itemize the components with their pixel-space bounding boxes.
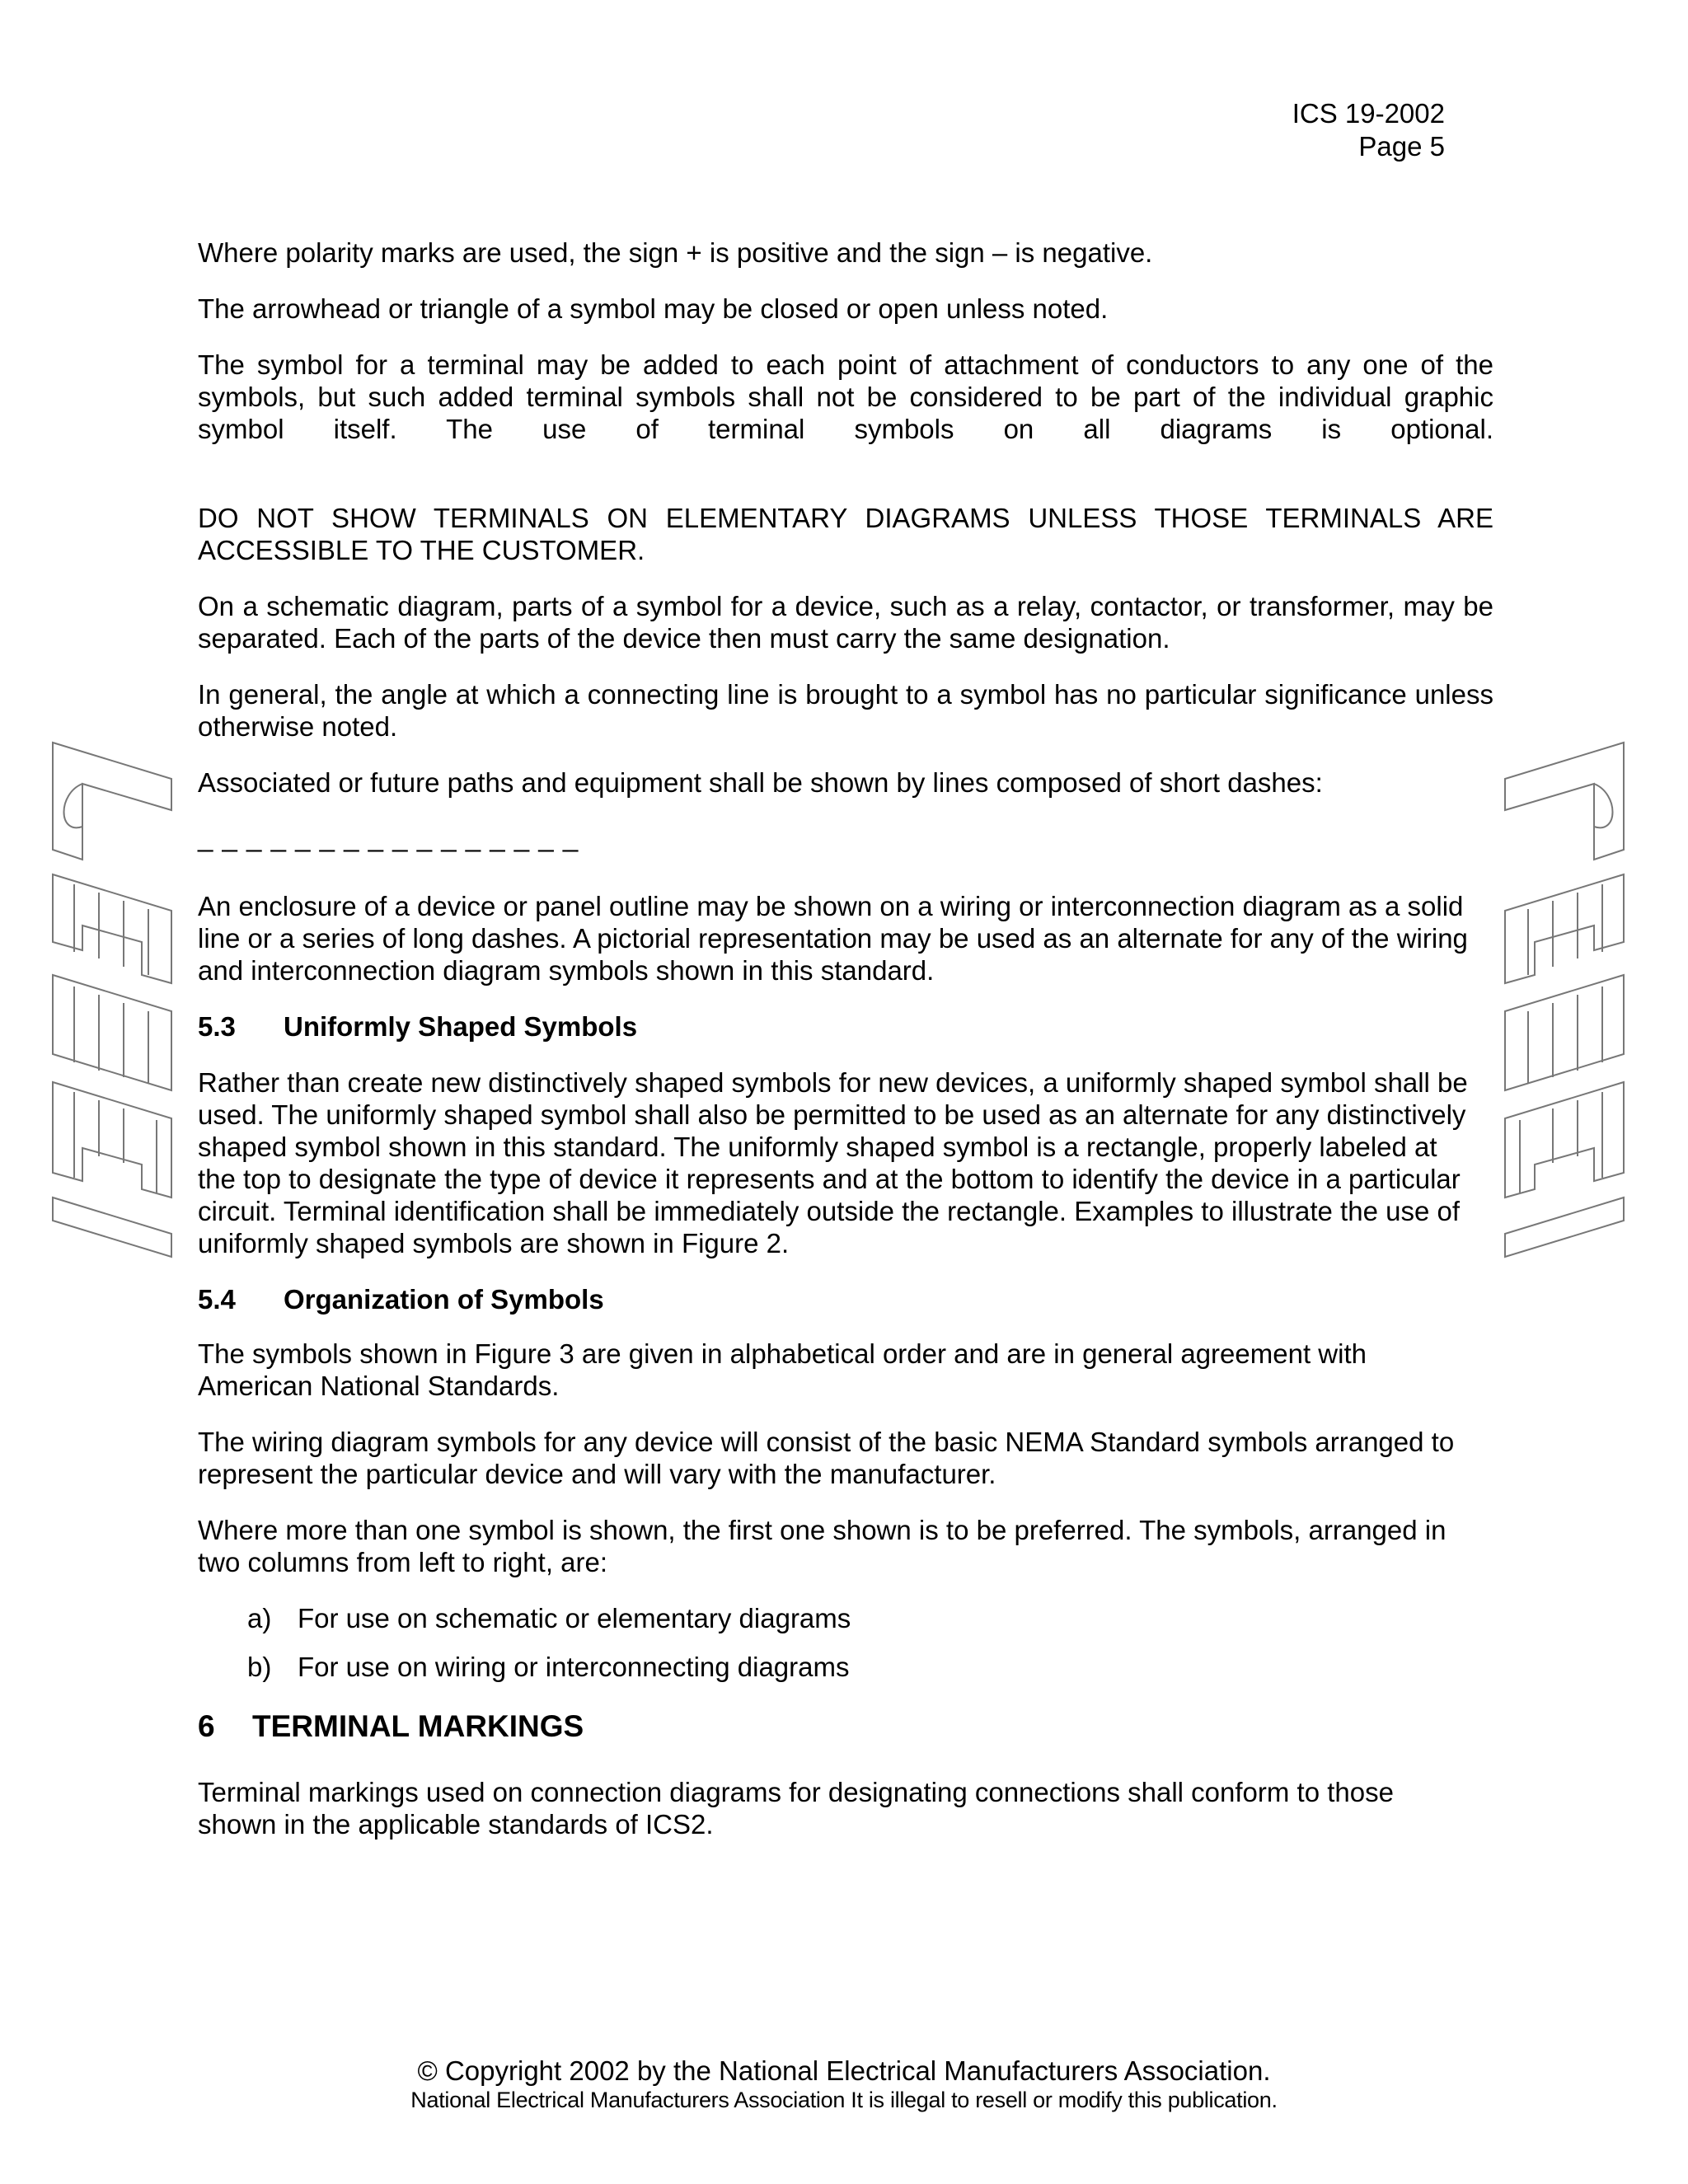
page-number: Page 5 [1358,131,1445,162]
nema-logo-right-watermark [1502,736,1627,1259]
page-body [198,237,1493,1840]
list-item-text: For use on schematic or elementary diagrams [298,1603,851,1633]
paragraph-do-not-show: DO NOT SHOW TERMINALS ON ELEMENTARY DIAGRAMS UNLESS THOSE TERMINALS ARE ACCESSIBLE TO THE CUSTOMER. [198,503,1493,565]
paragraph-schematic-diagram: On a schematic diagram, parts of a symbol for a device, such as a relay, contactor, or transformer, may be separated. Each of the parts of the device then must carry the same designation. [198,591,1493,654]
section-5-4-paragraph-2: The wiring diagram symbols for any device will consist of the basic NEMA Standard symbols arranged to represent the particular device and will vary with the manufacturer. [198,1427,1455,1489]
paragraph-polarity: Where polarity marks are used, the sign + is positive and the sign – is negative. [198,237,1153,268]
section-6-number: 6 [198,1709,215,1743]
section-5-3-body: Rather than create new distinctively shaped symbols for new devices, a uniformly shaped symbol shall be used. The uniformly shaped symbol shall also be permitted to be used as an alternate for any distinctively shaped symbol shown in this standard. The uniformly shaped symbol is a rectangle, properly labeled at the top to designate the type of device it represents and at the bottom to identify the device in a particular circuit. Terminal identification shall be immediately outside the rectangle. Examples to illustrate the use of uniformly shaped symbols are shown in Figure 2. [198,1067,1468,1258]
section-5-4-paragraph-1: The symbols shown in Figure 3 are given in alphabetical order and are in general agreement with American National Standards. [198,1338,1367,1401]
list-item [198,1602,1493,1634]
section-5-4-heading [198,1283,1493,1315]
section-6-heading [198,1708,1493,1745]
paragraph-arrowhead: The arrowhead or triangle of a symbol may be closed or open unless noted. [198,293,1109,324]
list-item-text: For use on wiring or interconnecting diagrams [298,1652,850,1682]
page-header [1292,97,1445,163]
paragraph-enclosure: An enclosure of a device or panel outline may be shown on a wiring or interconnection diagram as a solid line or a series of long dashes. A pictorial representation may be used as an alternate for any of the wiring and interconnection diagram symbols shown in this standard. [198,891,1468,986]
section-5-3-number: 5.3 [198,1011,236,1042]
section-6-title: TERMINAL MARKINGS [252,1709,584,1743]
section-5-3-title: Uniformly Shaped Symbols [284,1011,638,1042]
page-footer [0,2055,1688,2113]
short-dashes-example: _ _ _ _ _ _ _ _ _ _ _ _ _ _ _ _ [198,822,579,852]
paragraph-connecting-angle: In general, the angle at which a connecting line is brought to a symbol has no particular significance unless otherwise noted. [198,679,1493,742]
resale-notice: National Electrical Manufacturers Association It is illegal to resell or modify this publication. [410,2088,1278,2112]
list-marker: b) [247,1652,272,1682]
paragraph-terminal-symbol: The symbol for a terminal may be added to each point of attachment of conductors to any one of the symbols, but such added terminal symbols shall not be considered to be part of the individual graphic symbol itself. The use of terminal symbols on all diagrams is optional. [198,349,1493,444]
section-5-4-number: 5.4 [198,1284,236,1315]
list-marker: a) [247,1603,272,1633]
document-id: ICS 19-2002 [1292,98,1445,129]
paragraph-future-paths: Associated or future paths and equipment shall be shown by lines composed of short dashes: [198,767,1323,798]
section-6-body: Terminal markings used on connection diagrams for designating connections shall conform to those shown in the applicable standards of ICS2. [198,1777,1394,1840]
section-5-4-paragraph-3: Where more than one symbol is shown, the first one shown is to be preferred. The symbols, arranged in two columns from left to right, are: [198,1515,1447,1577]
nema-logo-left-watermark [49,736,175,1259]
copyright-notice: © Copyright 2002 by the National Electrical Manufacturers Association. [417,2055,1271,2086]
section-5-4-title: Organization of Symbols [284,1284,604,1315]
section-5-3-heading [198,1010,1493,1043]
list-item [198,1651,1493,1683]
